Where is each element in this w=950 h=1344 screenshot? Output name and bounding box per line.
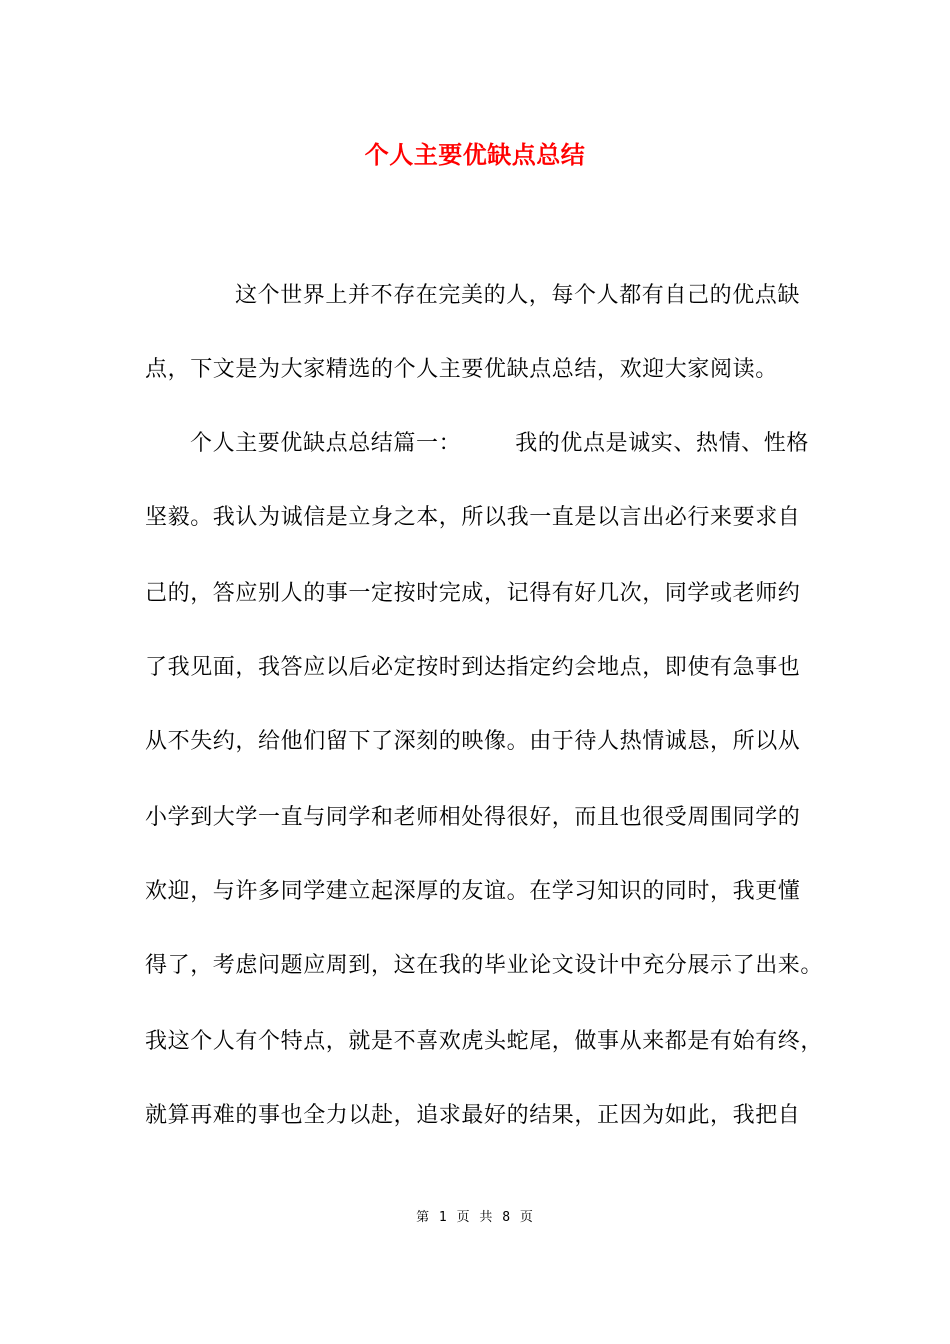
paragraph-line: 欢迎，与许多同学建立起深厚的友谊。在学习知识的同时，我更懂 <box>145 879 801 904</box>
paragraph-line: 点，下文是为大家精选的个人主要优缺点总结，欢迎大家阅读。 <box>145 357 778 382</box>
paragraph-line: 小学到大学一直与同学和老师相处得很好，而且也很受周围同学的 <box>145 805 801 830</box>
paragraph-line: 坚毅。我认为诚信是立身之本，所以我一直是以言出必行来要求自 <box>145 505 801 530</box>
section-heading: 个人主要优缺点总结篇一： <box>190 431 462 456</box>
paragraph-text: 我的优点是诚实、热情、性格 <box>515 431 810 456</box>
paragraph-line: 从不失约，给他们留下了深刻的映像。由于待人热情诚恳，所以从 <box>145 729 801 754</box>
document-title: 个人主要优缺点总结 <box>364 140 586 169</box>
paragraph-line: 这个世界上并不存在完美的人，每个人都有自己的优点缺 <box>235 283 801 308</box>
page-number: 第 1 页 共 8 页 <box>416 1210 534 1225</box>
paragraph-line: 我这个人有个特点，就是不喜欢虎头蛇尾，做事从来都是有始有终， <box>145 1029 824 1054</box>
paragraph-line: 了我见面，我答应以后必定按时到达指定约会地点，即使有急事也 <box>145 655 801 680</box>
paragraph-line: 己的，答应别人的事一定按时完成，记得有好几次，同学或老师约 <box>145 581 801 606</box>
paragraph-line: 得了，考虑问题应周到，这在我的毕业论文设计中充分展示了出来。 <box>145 953 824 978</box>
paragraph-line: 就算再难的事也全力以赴，追求最好的结果，正因为如此，我把自 <box>145 1103 801 1128</box>
section-heading-line <box>190 426 870 462</box>
